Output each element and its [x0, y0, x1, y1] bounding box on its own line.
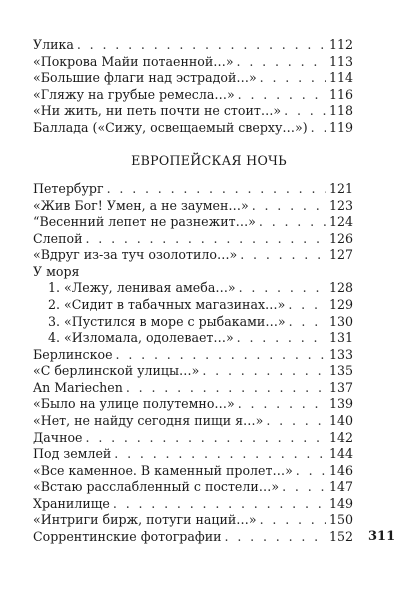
toc-entry-page: 118 — [328, 103, 353, 119]
toc-entry-title: «С берлинской улицы…» — [33, 363, 200, 379]
toc-entry-page: 114 — [328, 70, 353, 86]
toc-entry-page: 129 — [328, 297, 353, 312]
toc-entry-page: 150 — [328, 512, 353, 528]
toc-entry-page: 144 — [328, 446, 353, 462]
toc-entry-page: 139 — [328, 396, 353, 412]
toc-entry-page: 142 — [328, 429, 353, 445]
toc-entry-page: 113 — [328, 53, 353, 69]
toc-entry-page: 135 — [328, 363, 353, 379]
toc-entry-title: «Ни жить, ни петь почти не стоит…» — [33, 103, 282, 119]
toc-entry-title: 2. «Сидит в табачных магазинах…» — [48, 297, 286, 312]
toc-entry-page: 130 — [328, 313, 353, 329]
toc-entry-title: У моря — [33, 263, 80, 279]
toc-entry-title: «Нет, не найду сегодня пищи я…» — [33, 413, 264, 428]
toc-entry-title: Соррентинские фотографии — [33, 529, 222, 544]
toc-entry-page: 146 — [328, 462, 353, 478]
toc-entry — [33, 527, 353, 547]
dot-leader — [311, 118, 326, 138]
toc-entry-page: 124 — [328, 214, 353, 230]
toc-entry-title: «Покрова Майи потаенной…» — [33, 53, 234, 69]
page-number: 311 — [368, 529, 396, 544]
toc-entry-title: Слепой — [33, 230, 83, 246]
toc-entry-page: 152 — [328, 529, 353, 544]
toc-entry-title: «Встаю расслабленный с постели…» — [33, 479, 280, 495]
toc-entry-title: «Жив Бог! Умен, а не заумен…» — [33, 197, 249, 213]
section-heading: ЕВРОПЕЙСКАЯ НОЧЬ — [131, 153, 287, 168]
toc-entry-page: 133 — [328, 346, 353, 362]
toc-entry-title: 4. «Изломала, одолевает…» — [48, 330, 234, 346]
toc-entry-title: «Интриги бирж, потуги наций…» — [33, 512, 257, 528]
toc-entry-title: «Большие флаги над эстрадой…» — [33, 70, 257, 86]
toc-entry-page: 149 — [328, 495, 353, 511]
toc-entry-page: 116 — [328, 86, 353, 102]
toc-entry-title: Баллада («Сижу, освещаемый сверху…») — [33, 119, 308, 135]
toc-entry-title: Дачное — [33, 429, 83, 445]
toc-entry-title: Петербург — [33, 181, 104, 196]
toc-entry-page: 140 — [328, 413, 353, 428]
toc-entry-page: 137 — [328, 379, 353, 395]
toc-entry-title: «Вдруг из-за туч озолотило…» — [33, 247, 238, 263]
toc-entry — [33, 118, 353, 138]
toc-entry-title: «Все каменное. В каменный пролет…» — [33, 462, 293, 478]
toc-entry-page: 119 — [328, 119, 353, 135]
toc-entry-page: 131 — [328, 330, 353, 346]
toc-entry-page: 121 — [328, 181, 353, 196]
toc-entry-title: An Mariechen — [33, 379, 123, 395]
toc-entry-page: 123 — [328, 197, 353, 213]
toc-entry-title: Хранилище — [33, 495, 110, 511]
toc-entry-title: 3. «Пустился в море с рыбаками…» — [48, 313, 286, 329]
toc-entry-title: Берлинское — [33, 346, 113, 362]
dot-leader — [225, 527, 326, 547]
toc-entry-title: «Было на улице полутемно…» — [33, 396, 235, 412]
toc-entry-page: 147 — [328, 479, 353, 495]
toc-entry-page: 112 — [328, 37, 353, 52]
toc-entry-title: Улика — [33, 37, 74, 52]
toc-entry-page: 128 — [328, 280, 353, 296]
toc-entry-title: Под землей — [33, 446, 112, 462]
toc-entry-page: 127 — [328, 247, 353, 263]
toc-entry-page: 126 — [328, 230, 353, 246]
toc-entry-title: 1. «Лежу, ленивая амеба…» — [48, 280, 236, 296]
toc-entry-title: “Весенний лепет не разнежит…» — [33, 214, 256, 230]
toc-entry-title: «Гляжу на грубые ремесла…» — [33, 86, 235, 102]
